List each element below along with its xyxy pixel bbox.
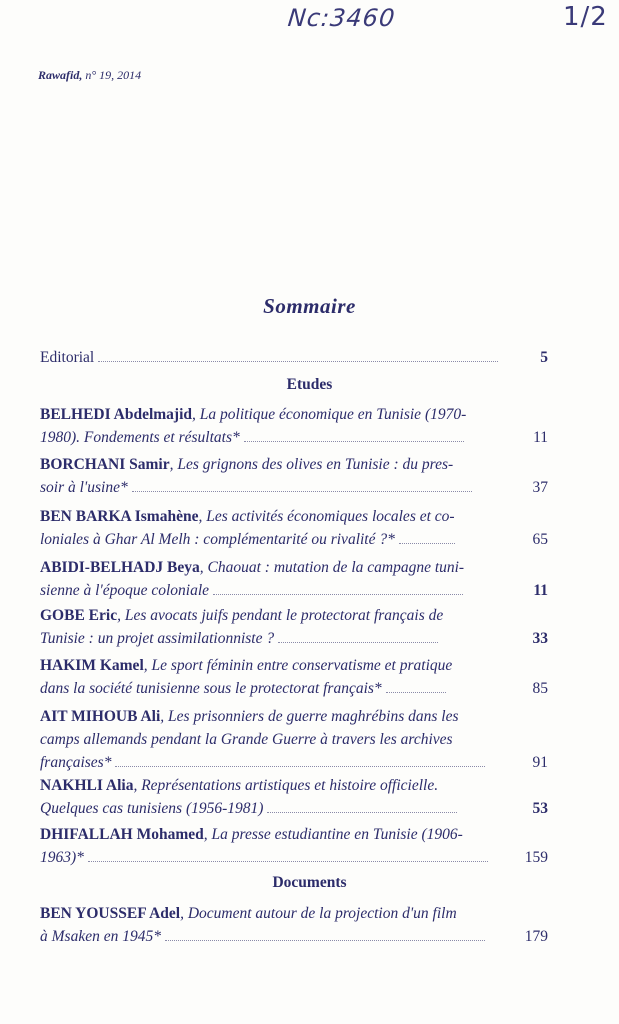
toc-entry <box>40 902 548 948</box>
entry-page: 37 <box>532 479 548 496</box>
entry-page: 11 <box>533 429 548 446</box>
toc-entry-editorial <box>40 346 548 369</box>
entry-title-line1: , Le sport féminin entre conservatisme et pratique <box>143 657 453 674</box>
entry-author: BEN BARKA Ismahène <box>40 508 199 525</box>
entry-author: DHIFALLAH Mohamed <box>40 826 204 843</box>
journal-header <box>38 68 141 83</box>
entry-title-line2: soir à l'usine* <box>40 479 128 496</box>
entry-title-line2: dans la société tunisienne sous le protectorat français* <box>40 680 382 697</box>
entry-author: NAKHLI Alia <box>40 777 134 794</box>
entry-title-line1: , La politique économique en Tunisie (1970- <box>192 406 467 423</box>
toc-entry <box>40 705 548 774</box>
entry-title-line2: sienne à l'époque coloniale <box>40 582 210 599</box>
entry-author: BEN YOUSSEF Adel <box>40 905 181 922</box>
entry-title-line1: , Représentations artistiques et histoire officielle. <box>133 777 439 794</box>
toc-entry <box>40 453 548 499</box>
section-heading-etudes: Etudes <box>286 376 333 393</box>
journal-name: Rawafid, <box>38 68 83 82</box>
entry-page: 91 <box>532 754 548 771</box>
toc-entry <box>40 505 548 551</box>
entry-title-line2: Tunisie : un projet assimilationniste ? <box>40 630 275 647</box>
entry-page: 65 <box>532 531 548 548</box>
entry-author: ABIDI-BELHADJ Beya <box>40 559 200 576</box>
entry-title-line1: , La presse estudiantine en Tunisie (1906- <box>203 826 463 843</box>
toc-entry <box>40 823 548 869</box>
entry-author: HAKIM Kamel <box>40 657 144 674</box>
toc-entry <box>40 774 548 820</box>
entry-author: GOBE Eric <box>40 607 118 624</box>
entry-title-line2: Quelques cas tunisiens (1956-1981) <box>40 800 264 817</box>
editorial-page: 5 <box>540 349 548 366</box>
entry-page: 159 <box>524 849 548 866</box>
entry-title-line1: , Les grignons des olives en Tunisie : du pres- <box>169 456 454 473</box>
entry-title-line2: camps allemands pendant la Grande Guerre à travers les archives <box>40 731 453 748</box>
page-title: Sommaire <box>263 294 356 318</box>
entry-author: AIT MIHOUB Ali <box>40 708 161 725</box>
handwritten-page-number: 1/2 <box>563 2 608 32</box>
entry-title-line1: , Chaouat : mutation de la campagne tuni- <box>199 559 465 576</box>
section-heading-documents: Documents <box>272 874 347 891</box>
entry-title-line2: à Msaken en 1945* <box>40 928 161 945</box>
toc-entry <box>40 556 548 602</box>
entry-title-line2: 1963)* <box>40 849 84 866</box>
entry-title-line1: , Les activités économiques locales et co- <box>198 508 455 525</box>
entry-page: 85 <box>532 680 548 697</box>
toc-entry <box>40 604 548 650</box>
handwritten-reference: Nc:3460 <box>286 4 397 32</box>
toc-entry <box>40 403 548 449</box>
editorial-label: Editorial <box>40 349 95 366</box>
toc-entry <box>40 654 548 700</box>
entry-title-line1: , Document autour de la projection d'un film <box>180 905 457 922</box>
entry-author: BELHEDI Abdelmajid <box>40 406 193 423</box>
entry-title-line3: françaises* <box>40 754 112 771</box>
entry-title-line1: , Les prisonniers de guerre maghrébins dans les <box>160 708 459 725</box>
entry-page: 53 <box>532 800 548 817</box>
entry-title-line2: 1980). Fondements et résultats* <box>40 429 240 446</box>
entry-page: 11 <box>533 582 548 599</box>
entry-page: 179 <box>524 928 548 945</box>
entry-author: BORCHANI Samir <box>40 456 170 473</box>
entry-title-line2: loniales à Ghar Al Melh : complémentarité ou rivalité ?* <box>40 531 395 548</box>
entry-title-line1: , Les avocats juifs pendant le protectorat français de <box>117 607 444 624</box>
entry-page: 33 <box>532 630 548 647</box>
journal-issue: n° 19, 2014 <box>82 68 142 82</box>
